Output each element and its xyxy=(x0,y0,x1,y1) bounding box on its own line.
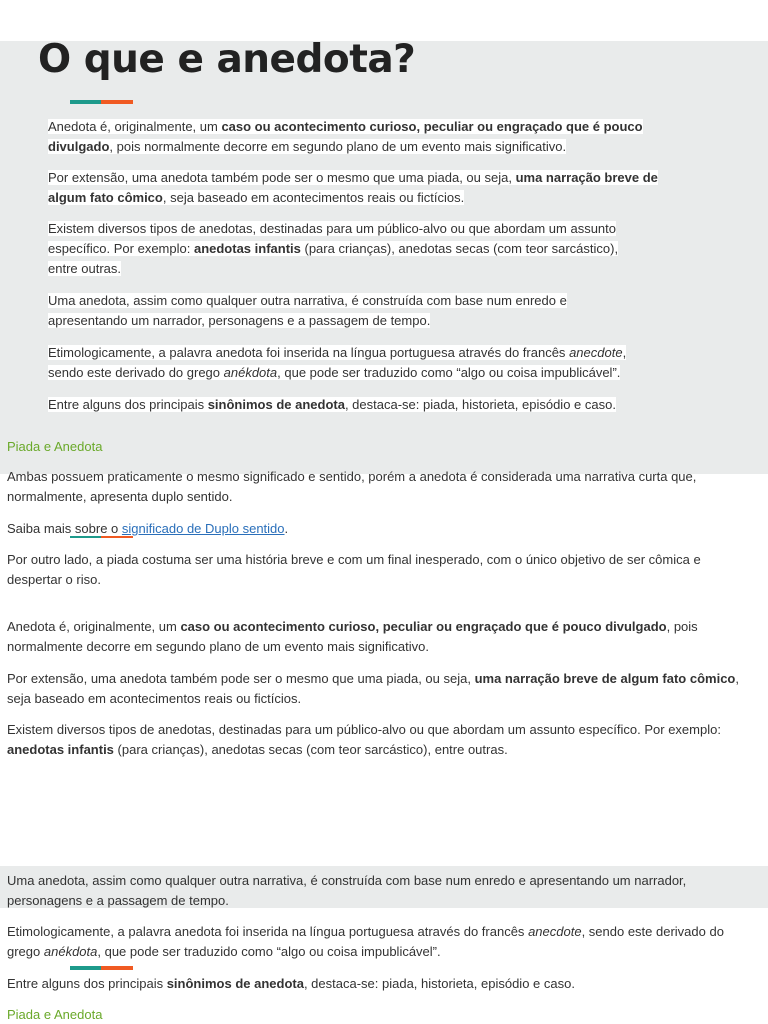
bottom-paragraph-2: Por extensão, uma anedota também pode ser o mesmo que uma piada, ou seja, uma narração breve de algum fato cômico, seja baseado em acontecimentos reais ou fictícios. xyxy=(7,671,739,706)
top-paragraph-2: Por extensão, uma anedota também pode ser o mesmo que uma piada, ou seja, uma narração breve de algum fato cômico, seja baseado em acontecimentos reais ou fictícios. xyxy=(48,170,658,205)
bottom-paragraph-5: Etimologicamente, a palavra anedota foi inserida na língua portuguesa através do francês anecdote, sendo este derivado do grego anékdota, que pode ser traduzido como “algo ou coisa impublicável”. xyxy=(7,924,724,959)
bottom-paragraph-3: Existem diversos tipos de anedotas, destinadas para um público-alvo ou que abordam um assunto específico. Por exemplo: anedotas infantis (para crianças), anedotas secas (com teor sarcástico), entre outras. xyxy=(7,722,721,757)
saiba-mais-line: Saiba mais sobre o significado de Duplo sentido. xyxy=(7,521,289,536)
duplo-sentido-link[interactable]: significado de Duplo sentido xyxy=(121,521,285,536)
bottom-accent-bar xyxy=(70,966,133,970)
bottom-paragraph-6: Entre alguns dos principais sinônimos de anedota, destaca-se: piada, historieta, episódio e caso. xyxy=(7,976,575,991)
top-paragraph-4: Uma anedota, assim como qualquer outra narrativa, é construída com base num enredo e apresentando um narrador, personagens e a passagem de tempo. xyxy=(48,293,567,328)
bottom-subheading-piada-e-anedota: Piada e Anedota xyxy=(7,1007,103,1022)
page-title: O que e anedota? xyxy=(38,37,416,82)
top-paragraph-3: Existem diversos tipos de anedotas, destinadas para um público-alvo ou que abordam um assunto específico. Por exemplo: anedotas infantis (para crianças), anedotas secas (com teor sarcástico), entre outras. xyxy=(48,221,619,276)
top-paragraph-5: Etimologicamente, a palavra anedota foi inserida na língua portuguesa através do francês anecdote, sendo este derivado do grego anékdota, que pode ser traduzido como “algo ou coisa impublicável”. xyxy=(48,345,627,380)
top-paragraph-6: Entre alguns dos principais sinônimos de anedota, destaca-se: piada, historieta, episódio e caso. xyxy=(48,397,616,412)
inline-accent-bar xyxy=(70,536,133,538)
subheading-piada-e-anedota: Piada e Anedota xyxy=(7,439,103,454)
bottom-paragraph-1: Anedota é, originalmente, um caso ou acontecimento curioso, peculiar ou engraçado que é pouco divulgado, pois normalmente decorre em segundo plano de um evento mais significativo. xyxy=(7,619,698,654)
top-paragraph-1: Anedota é, originalmente, um caso ou acontecimento curioso, peculiar ou engraçado que é pouco divulgado, pois normalmente decorre em segundo plano de um evento mais significativo. xyxy=(48,119,643,154)
middle-paragraph-2: Por outro lado, a piada costuma ser uma história breve e com um final inesperado, com o único objetivo de ser cômica e despertar o riso. xyxy=(7,552,701,587)
middle-paragraph-1: Ambas possuem praticamente o mesmo significado e sentido, porém a anedota é considerada uma narrativa curta que, normalmente, apresenta duplo sentido. xyxy=(7,469,697,504)
title-accent-bar xyxy=(70,100,133,104)
bottom-paragraph-4: Uma anedota, assim como qualquer outra narrativa, é construída com base num enredo e apresentando um narrador, personagens e a passagem de tempo. xyxy=(7,873,687,908)
